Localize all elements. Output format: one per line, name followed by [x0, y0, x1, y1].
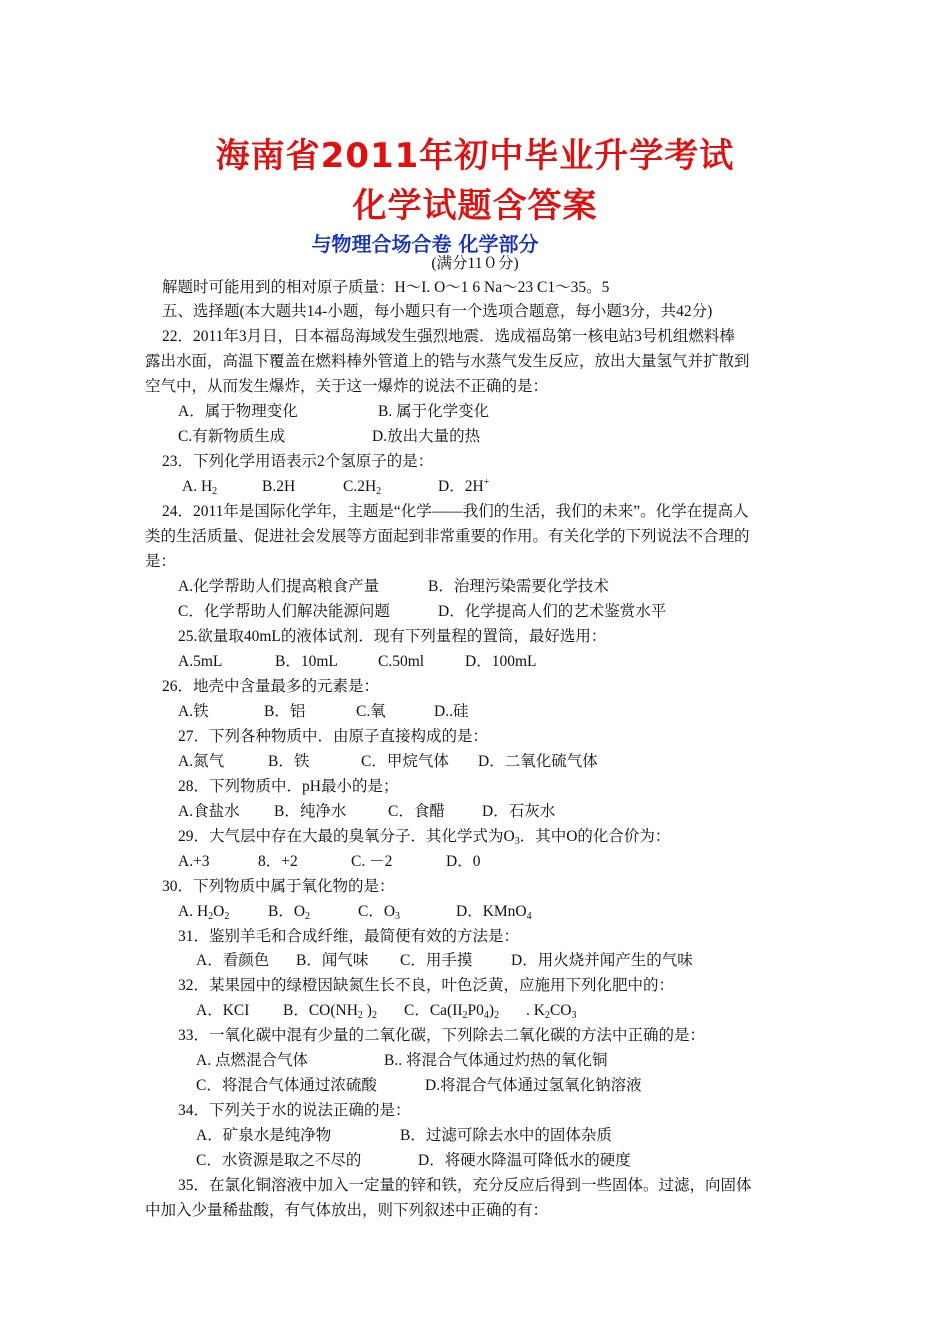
- q30-option-d: D．KMnO$_4$: [456, 903, 532, 922]
- q25-option-a: A.5mL: [178, 653, 223, 670]
- q29-stem: 29．大气层中存在大最的臭氧分子．其化学式为$O_3$．其中O的化合价为：: [178, 828, 671, 847]
- q25-option-c: C.50ml: [378, 653, 425, 670]
- q22-stem-line2: 露出水面，高温下覆盖在燃料棒外管道上的锆与水蒸气发生反应，放出大量氢气并扩散到: [145, 353, 750, 370]
- q28-option-b: B．纯净水: [274, 803, 347, 820]
- q31-option-b: B．闻气味: [296, 952, 369, 969]
- q28-option-a: A.食盐水: [178, 803, 240, 820]
- q24-option-c: C．化学帮助人们解决能源问题: [178, 603, 390, 620]
- q22-option-a: A．属于物理变化: [178, 403, 298, 420]
- exam-subtitle: 与物理合场合卷 化学部分: [311, 232, 539, 256]
- q27-option-c: C．甲烷气体: [361, 753, 449, 770]
- q24-option-d: D．化学提高人们的艺术鉴赏水平: [438, 603, 667, 620]
- q24-stem-line3: 是：: [145, 553, 177, 570]
- q30-option-a: A. $H_2O_2$: [178, 903, 230, 922]
- q22-option-b: B. 属于化学变化: [378, 403, 490, 420]
- q25-option-b: B．10mL: [275, 653, 338, 670]
- q24-stem-line1: 24．2011年是国际化学年，主题是“化学——我们的生活，我们的未来”。化学在提高人: [162, 503, 749, 520]
- q34-option-d: D．将硬水降温可降低水的硬度: [418, 1152, 631, 1169]
- atomic-masses-note: 解题时可能用到的相对原子质量：H～I. O～1 6 Na～23 C1～35。5: [162, 279, 610, 296]
- q34-option-c: C．水资源是取之不尽的: [196, 1152, 362, 1169]
- q23-option-b: B.2H: [262, 478, 296, 495]
- section-header: 五、选择题(本大题共14-小题，每小题只有一个选项合题意，每小题3分，共42分): [162, 303, 713, 320]
- q33-option-b: B.. 将混合气体通过灼热的氧化铜: [384, 1052, 608, 1069]
- q26-option-d: D..硅: [434, 703, 469, 720]
- q33-stem: 33．一氧化碳中混有少量的二氧化碳，下列除去二氧化碳的方法中正确的是：: [178, 1027, 706, 1044]
- q32-stem: 32．某果园中的绿橙因缺氮生长不良，叶色泛黄，应施用下列化肥中的：: [178, 977, 675, 994]
- q35-stem-line2: 中加入少量稀盐酸，有气体放出，则下列叙述中正确的有：: [145, 1202, 549, 1219]
- q35-stem-line1: 35．在氯化铜溶液中加入一定量的锌和铁，充分反应后得到一些固体。过滤，向固体: [178, 1177, 752, 1194]
- q34-option-a: A．矿泉水是纯净物: [196, 1127, 332, 1144]
- q24-option-a: A.化学帮助人们提高粮食产量: [178, 578, 380, 595]
- q33-option-a: A. 点燃混合气体: [196, 1052, 308, 1069]
- q23-stem: 23．下列化学用语表示2个氢原子的是：: [162, 453, 434, 470]
- q24-stem-line2: 类的生活质量、促进社会发展等方面起到非常重要的作用。有关化学的下列说法不合理的: [145, 528, 750, 545]
- q33-option-c: C．将混合气体通过浓硫酸: [196, 1077, 377, 1094]
- q26-option-a: A.铁: [178, 703, 209, 720]
- q26-option-b: B．铝: [264, 703, 306, 720]
- q26-option-c: C.氧: [356, 703, 386, 720]
- q28-stem: 28．下列物质中．pH最小的是；: [178, 778, 399, 795]
- q26-stem: 26．地壳中含量最多的元素是：: [162, 678, 380, 695]
- q29-option-b: 8．+2: [258, 853, 298, 870]
- q29-option-d: D．0: [446, 853, 481, 870]
- q23-option-a: A. $H_2$: [182, 478, 218, 497]
- q31-option-d: D．用火烧并闻产生的气味: [511, 952, 693, 969]
- exam-title-line1: 海南省2011年初中毕业升学考试: [215, 136, 735, 176]
- q34-stem: 34．下列关于水的说法正确的是：: [178, 1102, 411, 1119]
- q27-stem: 27．下列各种物质中．由原子直接构成的是：: [178, 728, 489, 745]
- q32-option-c: C．$Ca(II_2P0_4)_2$: [404, 1002, 500, 1021]
- q25-option-d: D．100mL: [465, 653, 537, 670]
- q30-stem: 30．下列物质中属于氧化物的是：: [162, 878, 395, 895]
- q22-option-c: C.有新物质生成: [178, 428, 286, 445]
- q33-option-d: D.将混合气体通过氢氧化钠溶液: [425, 1077, 642, 1094]
- q31-stem: 31．鉴别羊毛和合成纤维，最简便有效的方法是：: [178, 928, 520, 945]
- exam-title-line2: 化学试题含答案: [352, 186, 598, 226]
- q32-option-d: . $K_2CO_3$: [526, 1002, 577, 1021]
- q22-stem-line1: 22．2011年3月日，日本福岛海域发生强烈地震．选成福岛第一核电站3号机组燃料棒: [162, 328, 735, 345]
- q31-option-c: C．用手摸: [400, 952, 473, 969]
- q28-option-d: D．石灰水: [482, 803, 556, 820]
- q29-option-c: C. －2: [351, 853, 393, 870]
- q30-option-c: C．$O_3$: [358, 903, 401, 922]
- q31-option-a: A．看颜色: [196, 952, 270, 969]
- q22-stem-line3: 空气中，从而发生爆炸，关于这一爆炸的说法不正确的是：: [145, 378, 549, 395]
- q23-option-d: D．2H+: [438, 477, 490, 495]
- q32-option-a: A．KCI: [196, 1002, 250, 1019]
- q22-option-d: D.放出大量的热: [372, 428, 481, 445]
- full-marks: (满分11０分): [431, 255, 519, 272]
- q29-option-a: A.+3: [178, 853, 210, 870]
- q25-stem: 25.欲量取40mL的液体试剂．现有下列量程的置筒，最好选用：: [178, 628, 607, 645]
- q27-option-a: A.氮气: [178, 753, 225, 770]
- q24-option-b: B．治理污染需要化学技术: [428, 578, 609, 595]
- q32-option-b: B．$CO(NH_2$ )$_2$: [283, 1002, 377, 1021]
- q30-option-b: B．$O_2$: [268, 903, 311, 922]
- q23-option-c: $C.2H_2$: [343, 478, 382, 497]
- q27-option-b: B．铁: [268, 753, 310, 770]
- q34-option-b: B．过滤可除去水中的固体杂质: [400, 1127, 612, 1144]
- q27-option-d: D．二氧化硫气体: [478, 753, 598, 770]
- q28-option-c: C．食醋: [388, 803, 445, 820]
